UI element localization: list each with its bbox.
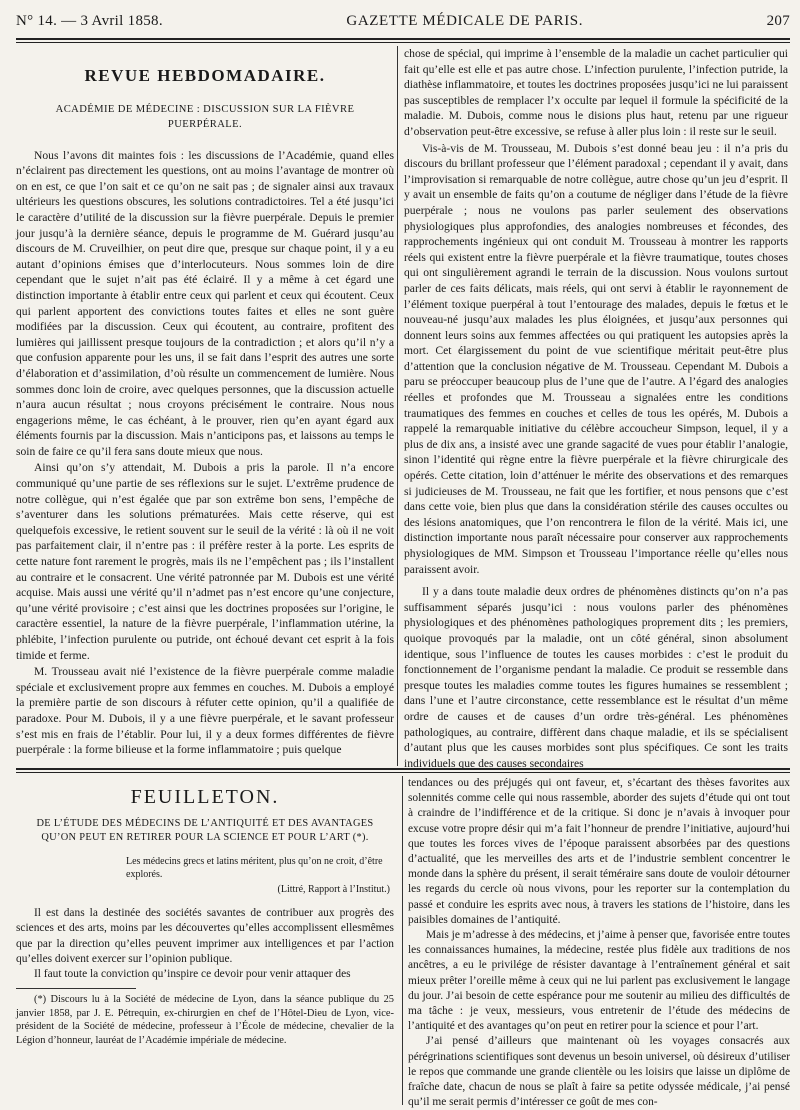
feuilleton-paragraph: tendances ou des préjugés qui ont faveur, et, s’écartant des thèses favorites aux solennités comme celle qui nous rassemble, aborder des sujets d’étude qui ont tout à craindre de l’indifférence et de la critique. Si donc je n’avais à invoquer pour excuse votre propre désir qui m’a fait l’honneur de prendre l’initiative, aujourd’hui que toutes les forces vives de l’époque paraissent absorbées par des questions d’actualité, que les merveilles des arts et de l’industrie semblent concentrer le monde dans la sphère du présent, il serait téméraire sans doute de vouloir détourner les regards du cercle où nous vivons, pour les reporter sur la contemplation du passé et conduire les esprits avec nous, à travers les stations de l’histoire, dans les paisibles domaines de l’antiquité.	[408, 777, 790, 926]
header-rule-thin	[16, 42, 790, 43]
revue-paragraph: M. Trousseau avait nié l’existence de la fièvre puerpérale comme maladie spéciale et exclusivement propre aux femmes en couches. M. Dubois a employé la première partie de son discours à réfuter cette opinion, qu’il a qualifiée de paradoxe. Pour M. Dubois, il y a une fièvre puerpérale, et le savant professeur s’est mis en frais de l’établir. Pour lui, il y a deux formes différentes de fièvre puerpérale : la forme bilieuse et la forme inflammatoire ; puis quelque	[16, 665, 394, 757]
header-rule	[16, 38, 790, 40]
running-head	[16, 4, 790, 38]
column-divider	[402, 776, 403, 1105]
feuilleton-subtitle: DE L’ÉTUDE DES MÉDECINS DE L’ANTIQUITÉ ET DES AVANTAGES QU’ON PEUT EN RETIRER POUR LA SCIENCE ET POUR L’ART (*).	[36, 818, 374, 844]
revue-subtitle: ACADÉMIE DE MÉDECINE : DISCUSSION SUR LA FIÈVRE PUERPÉRALE.	[55, 103, 355, 130]
revue-title: REVUE HEBDOMADAIRE.	[84, 66, 326, 85]
feuilleton-title: FEUILLETON.	[130, 786, 280, 808]
epigraph-source: (Littré, Rapport à l’Institut.)	[277, 884, 390, 896]
revue-paragraph: Nous l’avons dit maintes fois : les discussions de l’Académie, quand elles n’éclairent pas directement les questions, ont au moins l’avantage de montrer où on en est, ce que l’on sait et ce qu’on ne sait pas ; de signaler ainsi aux travaux ultérieurs les questions obscures, les solutions contradictoires. Tel a été jusqu’ici le caractère d’utilité de la discussion sur la fièvre puerpérale. Depuis le premier jour jusqu’à la dernière séance, depuis le programme de M. Guérard jusqu’au discours de M. Cruveilhier, on peut dire que, presque sur chaque point, il y a eu autant d’opinions émises que d’interlocuteurs. Nous sommes loin de dire cependant que le sujet n’ait pas été éclairé. Il y a même à cet égard une distinction importante à établir entre ceux qui parlent et ceux qui écoutent. Ceux qui parlent apportent des convictions toutes faites et elles ne sont guère modifiées par la discussion. Ceux qui écoutent, au contraire, profitent des lumières qui jaillissent presque toujours de la contradiction ; et alors qu’il n’y a que confusion apparente pour les uns, il se fait dans l’esprit des autres une sorte d’élaboration et d’assimilation, d’où résulte un commencement de lumière. Nous sommes donc loin de croire, avec quelques personnes, que la discussion actuelle n’aura aucun résultat ; nous croyons précisément le contraire. Nous nous engagerions même, le cas échéant, à le prouver, rien qu’en ayant égard aux éléments fournis par la discussion. Mais n’anticipons pas, et laissons au temps le soin de faire ce qu’il fera sans doute mieux que nous.	[16, 148, 394, 458]
revue-paragraph: Vis-à-vis de M. Trousseau, M. Dubois s’est donné beau jeu : il n’a pris du discours du brillant professeur que l’élément paradoxal ; cependant il y avait, dans l’improvisation si remarquable de notre collègue, autre chose qu’un jeu d’esprit. Il y avait un ensemble de faits qu’on a coutume de négliger dans l’étude de la fièvre puerpérale ; nous ne voulons pas parler seulement des observations physiologiques plus approfondies, des analogies nombreuses et fécondes, des rapprochements ingénieux qui ont conduit M. Trousseau à montrer les rapports réels qui existent entre la fièvre puerpérale et la fièvre traumatique, toutes choses qui ont singulièrement agrandi le terrain de la discussion. Nous voulons surtout parler de ces faits délicats, mais réels, qui ont servi à établir le rayonnement de l’élément toxique puerpéral à tout l’entourage des malades, depuis le fœtus et le nouveau-né jusqu’aux malades les plus éloignées, et jusqu’aux personnes qui donnent leurs soins aux femmes affectées ou qui pratiquent les autopsies après la mort. Cet élargissement du point de vue scientifique méritait peut-être plus d’attention que la conclusion négative de M. Trousseau. Cependant M. Dubois a paru se préoccuper beaucoup plus de l’une que de l’autre. A l’égard des analogies réelles et profondes que M. Trousseau a signalées entre les conditions traumatiques des femmes en couches et celles de tous les opérés, M. Dubois a rappelé la remarquable initiative du célèbre accoucheur Simpson, lequel, il y a plus de dix ans, a insisté avec une grande sagacité de vues pour établir l’analogie, sinon l’identité qui règne entre la fièvre puerpérale et la fièvre chirurgicale des opérés. Cette citation, loin d’atténuer le mérite des observations et des remarques si judicieuses de M. Trousseau, ne fait que les fortifier, et nous pensons que c’est dans cette voie, bien plus que dans la considération stérile des causes occultes ou des lésions anatomiques, que l’on rencontrera le filon de la vérité. Mais ici, une distinction importante nous paraît nécessaire pour conserver aux rapprochements physiologiques de MM. Simpson et Trousseau l’importance réelle qu’elles nous paraissent avoir.	[404, 141, 788, 576]
issue-date: N° 14. — 3 Avril 1858.	[16, 12, 163, 29]
feuilleton-section	[16, 776, 790, 1109]
footnote: (*) Discours lu à la Société de médecine de Lyon, dans la séance publique du 25 janvier 1858, par J. E. Pétrequin, ex-chirurgien en chef de l’Hôtel-Dieu de Lyon, vice-président de la Société de médecine, professeur à l’École de médecine, chevalier de la Légion d’honneur, lauréat de l’Académie impériale de médecine.	[16, 994, 394, 1046]
page-number: 207	[766, 12, 790, 29]
revue-section	[16, 46, 790, 770]
footnote-rule	[16, 988, 136, 989]
journal-title: GAZETTE MÉDICALE DE PARIS.	[346, 12, 584, 29]
revue-paragraph: Il y a dans toute maladie deux ordres de phénomènes distincts qu’on n’a pas suffisamment séparés jusqu’ici : nous voulons parler des phénomènes physiologiques et des phénomènes pathologiques proprement dits ; les premiers, quoique provoqués par la maladie, ont un côté général, sinon absolument identique, sous l’influence de toutes les causes morbides : c’est le produit du fonctionnement de l’organisme pendant la maladie. Ce produit se ressemble dans presque toutes les maladies comme toutes les figures humaines se ressemblent ; dans l’une et l’autre circonstance, cette ressemblance est le résultat d’un même ordre de causes et de causes d’un ordre très-général. Les phénomènes pathologiques, au contraire, diffèrent dans chaque maladie, et ils se spécialisent d’autant plus que les causes morbides sont plus spécifiques. Ce sont les traits individuels que des causes secondaires	[404, 585, 788, 770]
epigraph	[126, 855, 390, 896]
feuilleton-paragraph: Mais je m’adresse à des médecins, et j’aime à penser que, favorisée entre toutes les connaissances humaines, la médecine, restée plus fidèle aux traditions de nos ancêtres, a eu le privilége de résister davantage à l’entraînement général et sait mieux prêter l’oreille même à ceux qui ne lui parlent pas exclusivement le langage du jour. J’ai besoin de cette espérance pour me soutenir au milieu des difficultés de ma tâche : je veux, messieurs, vous entretenir de l’étude des médecins de l’antiquité et des avantages qu’on peut en retirer pour la science et pour l’art.	[408, 929, 790, 1033]
column-divider	[397, 46, 398, 766]
feuilleton-left-column	[16, 776, 394, 1048]
epigraph-text: Les médecins grecs et latins méritent, plus qu’on ne croit, d’être explorés.	[126, 856, 383, 881]
feuilleton-paragraph: Il faut toute la conviction qu’inspire ce devoir pour venir attaquer des	[34, 968, 351, 981]
feuilleton-right-column	[408, 776, 790, 1110]
feuilleton-paragraph: J’ai pensé d’ailleurs que maintenant où les voyages consacrés aux pérégrinations scientifiques sont devenus un besoin universel, où désireux d’utiliser le repos que commande une grande clientèle ou les loisirs que laisse un diplôme de fraîche date, chacun de nous se plaît à faire sa petite odyssée médicale, j’ai pensé qu’il me serait permis d’intéresser ce goût de mes con-	[408, 1035, 790, 1109]
revue-paragraph: Ainsi qu’on s’y attendait, M. Dubois a pris la parole. Il n’a encore communiqué qu’une partie de ses réflexions sur le sujet. L’extrême prudence de notre collègue, qui n’est égalée que par son extrême bon sens, l’empêche de s’aventurer dans les solutions prématurées. Mais cette réserve, qui est quelquefois excessive, le retient souvent sur le seuil de la vérité : là où il ne voit pas parfaitement clair, il n’entre pas : il préfère rester à la porte. Les esprits de cette nature font rarement le progrès, mais ils ne l’empêchent pas ; ils l’installent au contraire et le consacrent. Une vérité patronnée par M. Dubois est une vérité acquise. Mais aussi une vérité qu’il n’admet pas n’est encore qu’une conjecture, qu’une vérité provisoire ; c’est ainsi que les doctrines proposées sur l’origine, le caractère essentiel, la nature de la fièvre puerpérale, l’inflammation utérine, la phlébite, l’infection purulente ou putride, ont échoué devant cet esprit à la fois timide et ferme.	[16, 461, 394, 662]
revue-left-column	[16, 46, 394, 759]
feuilleton-rule	[16, 768, 790, 770]
revue-right-column	[404, 46, 788, 772]
revue-paragraph: chose de spécial, qui imprime à l’ensemble de la maladie un cachet particulier qui fait qu’elle est elle et pas autre chose. L’infection purulente, l’infection putride, la diathèse inflammatoire, et toutes les doctrines proposées jusqu’ici ne lui paraissent pas susceptibles de remplacer l’x occulte par lequel il formule la spécificité de la maladie. M. Dubois, comme nous le disions plus haut, retenu par une rigueur d’observation peut-être excessive, se refuse à aller plus loin : il reste sur le seuil.	[404, 47, 788, 138]
feuilleton-paragraph: Il est dans la destinée des sociétés savantes de contribuer aux progrès des sciences et des arts, moins par les découvertes qu’elles accomplissent ellesmêmes que par la direction qu’elles peuvent imprimer aux intelligences et par l’action qu’elles doivent exercer sur l’opinion publique.	[16, 907, 394, 965]
feuilleton-rule-thin	[16, 772, 790, 773]
